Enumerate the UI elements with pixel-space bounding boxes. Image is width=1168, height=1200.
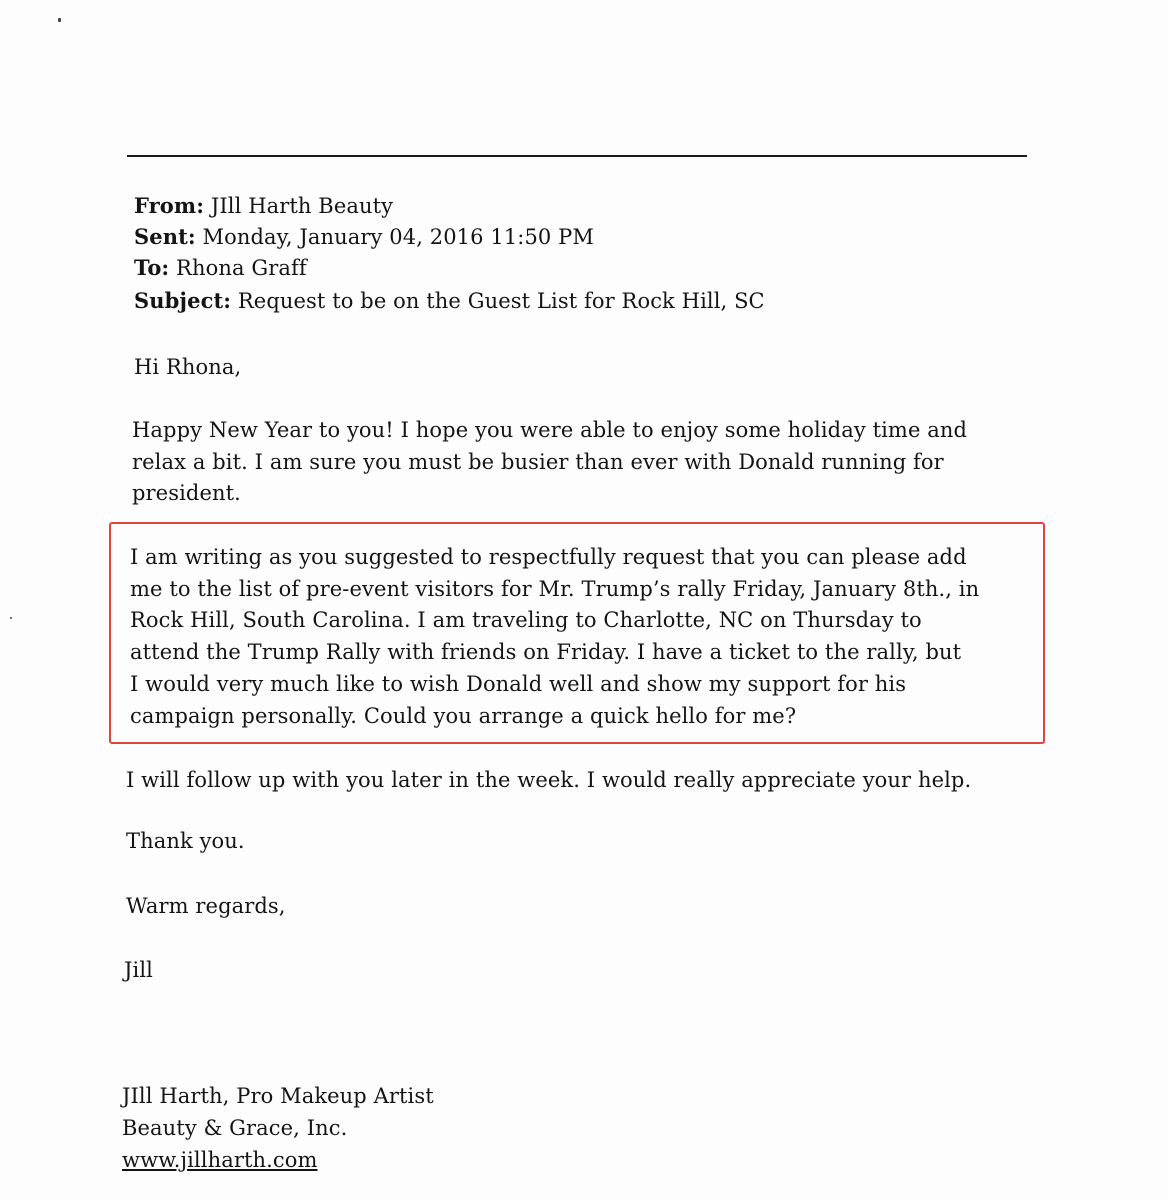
subject-label: Subject: (134, 288, 232, 313)
signature-company: Beauty & Grace, Inc. (122, 1116, 348, 1140)
from-value: JIll Harth Beauty (204, 194, 394, 218)
signature-title: JIll Harth, Pro Makeup Artist (122, 1084, 434, 1108)
para2-line: Rock Hill, South Carolina. I am traveling to Charlotte, NC on Thursday to (130, 608, 922, 632)
greeting: Hi Rhona, (134, 355, 242, 379)
from-line (134, 191, 393, 221)
to-label: To: (134, 255, 170, 280)
header-divider (127, 155, 1027, 157)
sent-label: Sent: (134, 224, 196, 249)
scan-speck (10, 617, 12, 619)
para1-line: president. (132, 481, 241, 505)
para2-line: I would very much like to wish Donald well and show my support for his (130, 672, 907, 696)
para3: I will follow up with you later in the week. I would really appreciate your help. (126, 768, 972, 792)
sent-line (134, 222, 594, 252)
signature-website-link[interactable]: www.jillharth.com (122, 1148, 318, 1172)
para2-line: campaign personally. Could you arrange a quick hello for me? (130, 704, 797, 728)
para2-line: I am writing as you suggested to respectfully request that you can please add (130, 545, 967, 569)
from-label: From: (134, 193, 205, 218)
sender-name: Jill (124, 958, 153, 982)
thanks: Thank you. (126, 829, 245, 853)
para1-line: Happy New Year to you! I hope you were able to enjoy some holiday time and (132, 418, 968, 442)
subject-value: Request to be on the Guest List for Rock Hill, SC (231, 289, 765, 313)
to-line (134, 253, 307, 283)
para1-line: relax a bit. I am sure you must be busier than ever with Donald running for (132, 450, 944, 474)
para2-line: me to the list of pre-event visitors for Mr. Trump’s rally Friday, January 8th., in (130, 577, 980, 601)
scan-speck (58, 18, 61, 22)
closing: Warm regards, (126, 894, 286, 918)
to-value: Rhona Graff (169, 256, 307, 280)
sent-value: Monday, January 04, 2016 11:50 PM (195, 225, 594, 249)
subject-line (134, 286, 765, 316)
para2-line: attend the Trump Rally with friends on Friday. I have a ticket to the rally, but (130, 640, 962, 664)
